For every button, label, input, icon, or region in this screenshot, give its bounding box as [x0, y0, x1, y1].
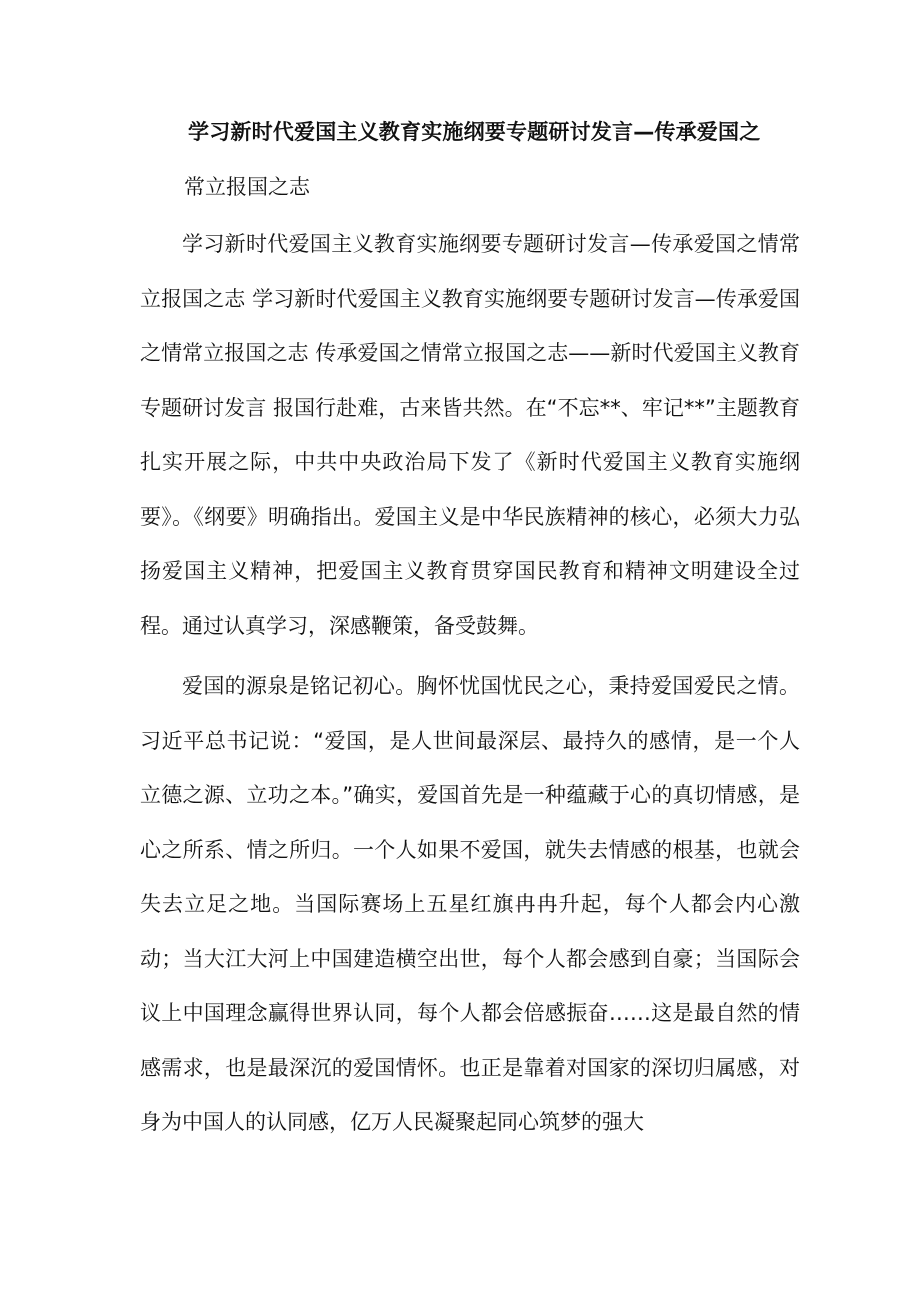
document-title-continuation: 常立报国之志 — [184, 175, 310, 199]
body-paragraph-1: 学习新时代爱国主义教育实施纲要专题研讨发言—传承爱国之情常立报国之志 学习新时代爱国主义教育实施纲要专题研讨发言—传承爱国之情常立报国之志 传承爱国之情常立报国之志——新时代爱国主义教育专题研讨发言 报国行赴难，古来皆共然。在“不忘**、牢记**”主题教育扎实开展之际，中共中央政治局下发了《新时代爱国主义教育实施纲要》。《纲要》明确指出。爱国主义是中华民族精神的核心，必须大力弘扬爱国主义精神，把爱国主义教育贯穿国民教育和精神文明建设全过程。通过认真学习，深感鞭策，备受鼓舞。 — [140, 232, 800, 638]
document-title: 学习新时代爱国主义教育实施纲要专题研讨发言—传承爱国之 — [188, 120, 761, 144]
body-paragraph-2: 爱国的源泉是铭记初心。胸怀忧国忧民之心，秉持爱国爱民之情。习近平总书记说：“爱国，是人世间最深层、最持久的感情，是一个人立德之源、立功之本。”确实，爱国首先是一种蕴藏于心的真切情感，是心之所系、情之所归。一个人如果不爱国，就失去情感的根基，也就会失去立足之地。当国际赛场上五星红旗冉冉升起，每个人都会内心激动；当大江大河上中国建造横空出世，每个人都会感到自豪；当国际会议上中国理念赢得世界认同，每个人都会倍感振奋……这是最自然的情感需求，也是最深沉的爱国情怀。也正是靠着对国家的深切归属感，对身为中国人的认同感，亿万人民凝聚起同心筑梦的强大 — [140, 674, 800, 1134]
